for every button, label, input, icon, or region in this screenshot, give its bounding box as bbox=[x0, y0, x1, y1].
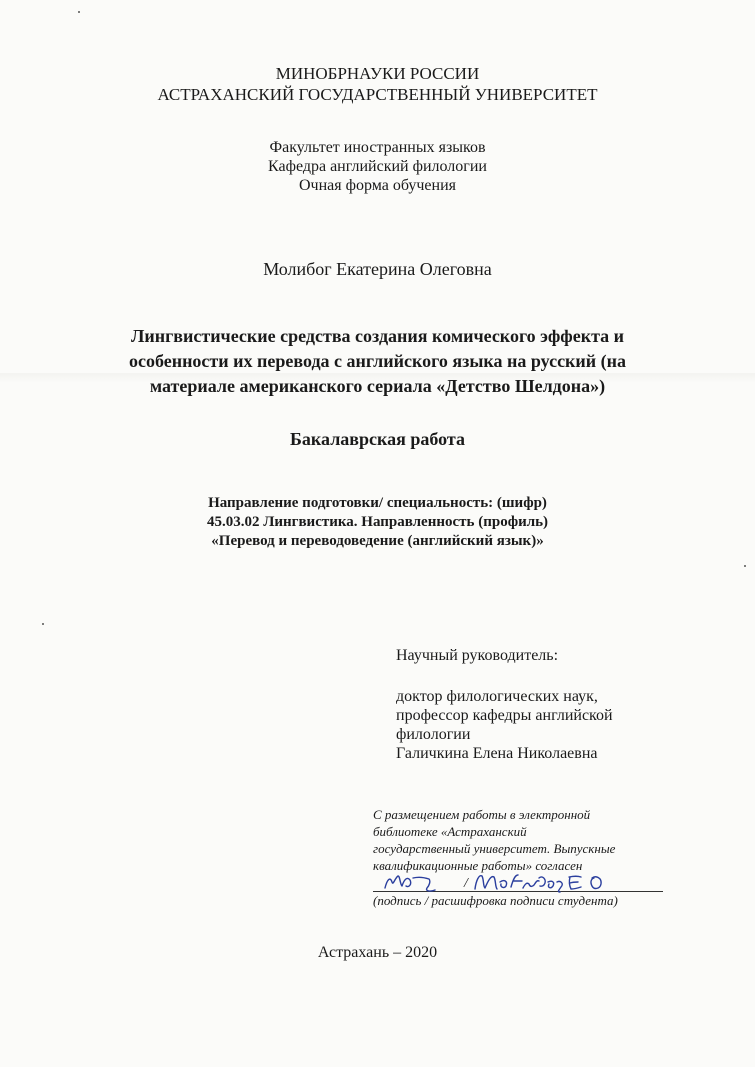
department-block bbox=[0, 138, 755, 195]
handwritten-signature bbox=[373, 868, 663, 894]
city-year: Астрахань – 2020 bbox=[317, 944, 438, 961]
supervisor-line: профессор кафедры английской bbox=[396, 707, 613, 724]
chair-name: Кафедра английский филологии bbox=[268, 158, 487, 175]
ministry-name: МИНОБРНАУКИ РОССИИ bbox=[275, 64, 480, 83]
consent-line: государственный университет. Выпускные bbox=[373, 841, 616, 856]
supervisor-line: доктор филологических наук, bbox=[396, 688, 598, 705]
title-line: материале американского сериала «Детство Шелдона») bbox=[149, 376, 606, 396]
supervisor-block bbox=[396, 646, 613, 763]
consent-line: С размещением работы в электронной bbox=[373, 807, 591, 822]
title-line: Лингвистические средства создания комического эффекта и bbox=[130, 326, 625, 346]
scan-speck bbox=[744, 565, 746, 567]
thesis-title bbox=[0, 324, 755, 399]
study-form: Очная форма обучения bbox=[298, 177, 457, 194]
scan-speck bbox=[42, 623, 44, 625]
university-name: АСТРАХАНСКИЙ ГОСУДАРСТВЕННЫЙ УНИВЕРСИТЕТ bbox=[157, 85, 598, 104]
student-name: Молибог Екатерина Олеговна bbox=[263, 259, 492, 279]
scan-speck bbox=[78, 11, 80, 13]
work-type: Бакалаврская работа bbox=[290, 429, 465, 449]
header-block bbox=[0, 63, 755, 105]
title-line: особенности их перевода с английского языка на русский (на bbox=[128, 351, 627, 371]
signature-caption: (подпись / расшифровка подписи студента) bbox=[373, 893, 618, 908]
signature-row bbox=[373, 868, 663, 894]
supervisor-name: Галичкина Елена Николаевна bbox=[396, 745, 598, 762]
consent-block bbox=[373, 806, 673, 874]
direction-line: 45.03.02 Лингвистика. Направленность (профиль) bbox=[206, 514, 549, 530]
faculty-name: Факультет иностранных языков bbox=[269, 139, 486, 156]
signature-separator: / bbox=[464, 876, 468, 891]
consent-line: библиотеке «Астраханский bbox=[373, 824, 527, 839]
direction-line: «Перевод и переводоведение (английский язык)» bbox=[211, 533, 544, 549]
supervisor-heading: Научный руководитель: bbox=[396, 647, 559, 664]
supervisor-line: филологии bbox=[396, 726, 471, 743]
direction-line: Направление подготовки/ специальность: (шифр) bbox=[208, 495, 547, 511]
consent-line: квалификационные работы» согласен bbox=[373, 858, 583, 873]
direction-block bbox=[0, 494, 755, 551]
